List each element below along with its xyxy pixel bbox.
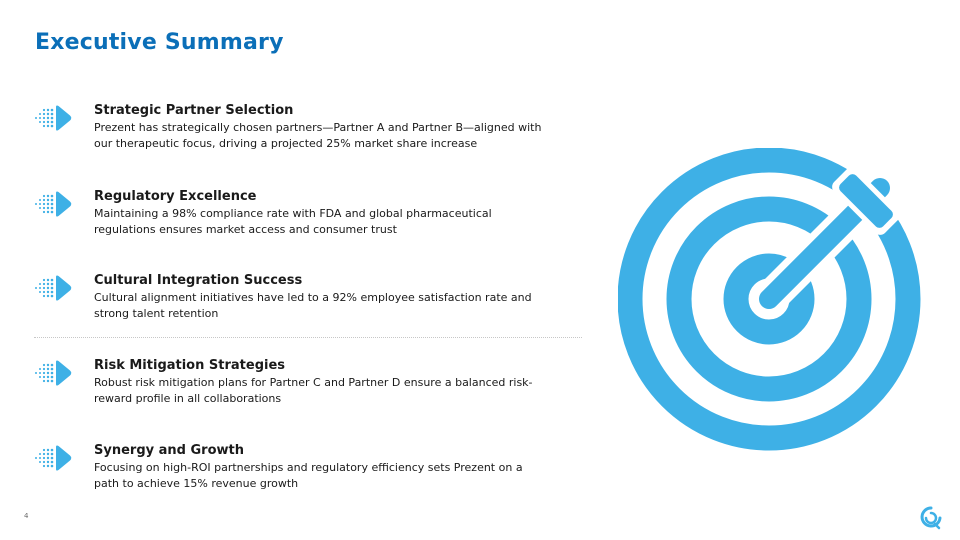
dotted-arrow-icon <box>34 273 74 303</box>
item-body: Maintaining a 98% compliance rate with FDA and global pharmaceutical regulations ensures market access and consumer trust <box>94 207 492 236</box>
dotted-arrow-icon <box>34 443 74 473</box>
summary-item-strategic-partner-selection <box>34 103 554 153</box>
page-number: 4 <box>24 512 29 520</box>
item-body: Robust risk mitigation plans for Partner C and Partner D ensure a balanced risk-reward profile in all collaborations <box>94 376 533 405</box>
item-body: Focusing on high-ROI partnerships and regulatory efficiency sets Prezent on a path to achieve 15% revenue growth <box>94 461 523 490</box>
item-heading: Regulatory Excellence <box>94 189 257 204</box>
target-with-arrow-icon <box>618 148 924 454</box>
summary-item-risk-mitigation-strategies <box>34 358 554 408</box>
slide-title: Executive Summary <box>35 30 284 55</box>
prezent-logo-icon <box>920 506 942 530</box>
dotted-arrow-icon <box>34 189 74 219</box>
dotted-arrow-icon <box>34 358 74 388</box>
dotted-arrow-icon <box>34 103 74 133</box>
summary-item-synergy-and-growth <box>34 443 554 493</box>
item-heading: Cultural Integration Success <box>94 273 303 288</box>
item-heading: Strategic Partner Selection <box>94 103 294 118</box>
summary-item-regulatory-excellence <box>34 189 554 239</box>
item-heading: Synergy and Growth <box>94 443 244 458</box>
item-body: Cultural alignment initiatives have led to a 92% employee satisfaction rate and strong talent retention <box>94 291 532 320</box>
summary-item-cultural-integration-success <box>34 273 554 323</box>
item-heading: Risk Mitigation Strategies <box>94 358 286 373</box>
item-body: Prezent has strategically chosen partners—Partner A and Partner B—aligned with our therapeutic focus, driving a projected 25% market share increase <box>94 121 542 150</box>
section-divider <box>34 337 582 338</box>
